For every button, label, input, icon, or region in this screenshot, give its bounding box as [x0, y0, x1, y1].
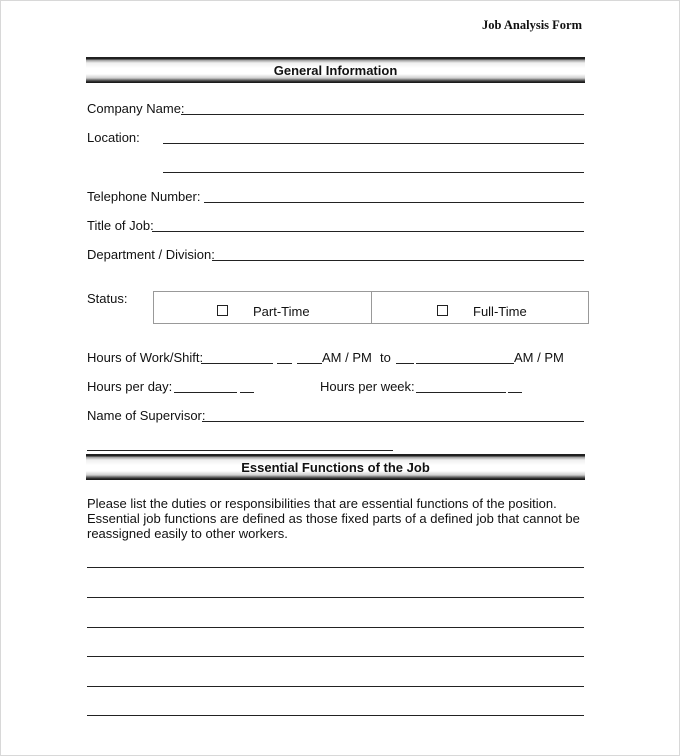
company-name-label: Company Name: — [87, 101, 185, 116]
document-title: Job Analysis Form — [481, 18, 582, 32]
general-information-header — [86, 57, 585, 83]
name-of-supervisor-label: Name of Supervisor: — [87, 408, 206, 423]
shift-end-field[interactable] — [416, 363, 514, 364]
title-of-job-label: Title of Job: — [87, 218, 154, 233]
location-field-line-2[interactable] — [163, 172, 584, 173]
status-label: Status: — [87, 291, 128, 306]
company-name-field[interactable] — [181, 114, 584, 115]
part-time-label: Part-Time — [253, 304, 310, 319]
full-time-checkbox[interactable] — [437, 305, 448, 316]
function-line-1[interactable] — [87, 567, 584, 568]
function-line-3[interactable] — [87, 627, 584, 628]
title-of-job-field[interactable] — [152, 231, 584, 232]
function-line-4[interactable] — [87, 656, 584, 657]
instructions-line-1: Please list the duties or responsibilities that are essential functions of the position. — [87, 496, 557, 511]
hours-per-week-label: Hours per week: — [320, 379, 415, 394]
function-line-6[interactable] — [87, 715, 584, 716]
shift-start-extra-field[interactable] — [297, 363, 322, 364]
shift-to-label: to — [380, 350, 391, 365]
hours-per-day-field[interactable] — [174, 392, 237, 393]
location-field-line-1[interactable] — [163, 143, 584, 144]
shift-start-ampm: AM / PM — [322, 350, 372, 365]
instructions-line-2: Essential job functions are defined as those fixed parts of a defined job that cannot be — [87, 511, 580, 526]
name-of-supervisor-field[interactable] — [202, 421, 584, 422]
shift-end-ampm: AM / PM — [514, 350, 564, 365]
hours-per-day-extra-field[interactable] — [240, 392, 254, 393]
telephone-number-field[interactable] — [204, 202, 584, 203]
hours-per-week-extra-field[interactable] — [508, 392, 522, 393]
function-line-2[interactable] — [87, 597, 584, 598]
shift-end-hour-field[interactable] — [396, 363, 414, 364]
essential-functions-header — [86, 454, 585, 480]
part-time-checkbox[interactable] — [217, 305, 228, 316]
hours-per-day-label: Hours per day: — [87, 379, 173, 394]
full-time-label: Full-Time — [473, 304, 527, 319]
function-line-5[interactable] — [87, 686, 584, 687]
hours-per-week-field[interactable] — [416, 392, 506, 393]
hours-of-work-shift-label: Hours of Work/Shift: — [87, 350, 204, 365]
essential-functions-instructions — [87, 496, 587, 541]
supervisor-extra-line[interactable] — [87, 450, 393, 451]
telephone-number-label: Telephone Number: — [87, 189, 201, 204]
department-division-label: Department / Division: — [87, 247, 215, 262]
essential-functions-heading: Essential Functions of the Job — [241, 460, 430, 475]
general-information-heading: General Information — [273, 63, 398, 78]
department-division-field[interactable] — [212, 260, 584, 261]
status-divider — [371, 291, 372, 324]
location-label: Location: — [87, 130, 140, 145]
shift-start-field[interactable] — [201, 363, 273, 364]
instructions-line-3: reassigned easily to other workers. — [87, 526, 288, 541]
shift-start-minutes-field[interactable] — [277, 363, 292, 364]
